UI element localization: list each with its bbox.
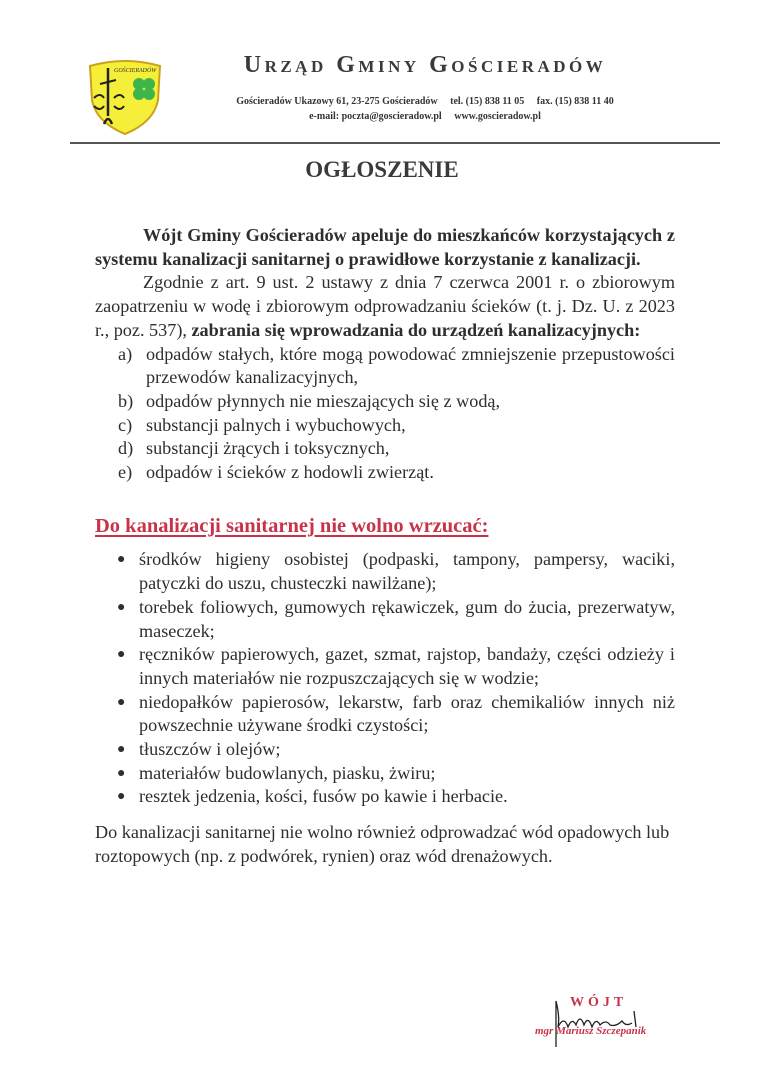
bullet-icon: ● [117, 765, 126, 781]
list-item [117, 596, 675, 643]
list-marker: a) [118, 343, 133, 364]
list-marker: e) [118, 462, 133, 483]
legal-text: Zgodnie z art. 9 ust. 2 ustawy z dnia 7 czerwca 2001 r. o zbiorowym zaopatrzeniu w wodę i zbiorowym odprowadzaniu ścieków (t. j. Dz. U. z 2023 r., poz. 537), [95, 272, 675, 340]
list-item [118, 390, 675, 414]
signature-name: mgr Mariusz Szczepanik [535, 1025, 647, 1037]
legal-paragraph [95, 271, 675, 342]
list-text: substancji żrących i toksycznych, [146, 438, 390, 459]
list-text: środków higieny osobistej (podpaski, tampony, pampersy, waciki, patyczki do uszu, chusteczki nawilżane); [139, 549, 675, 594]
bullet-icon: ● [117, 647, 126, 663]
address-line [200, 96, 650, 107]
signature-block [530, 995, 660, 1055]
closing-paragraph: Do kanalizacji sanitarnej nie wolno również odprowadzać wód opadowych lub roztopowych (np. z podwórek, rynien) oraz wód drenażowych. [95, 822, 670, 866]
signature-role: WÓJT [570, 995, 628, 1010]
list-text: odpadów i ścieków z hodowli zwierząt. [146, 462, 434, 483]
bullet-icon: ● [117, 552, 126, 568]
list-item [117, 548, 675, 595]
organization-name: Urząd Gminy Gościeradów [243, 52, 607, 78]
list-item [117, 762, 675, 786]
list-item [117, 738, 675, 762]
list-text: substancji palnych i wybuchowych, [146, 414, 406, 435]
intro-paragraph: Wójt Gminy Gościeradów apeluje do mieszkańców korzystających z systemu kanalizacji sanitarnej o prawidłowe korzystanie z kanalizacji. [95, 225, 675, 269]
fax-number: fax. (15) 838 11 40 [536, 96, 614, 107]
list-item [118, 437, 675, 461]
legal-bold-text: zabrania się wprowadzania do urządzeń kanalizacyjnych: [191, 319, 641, 340]
email-address[interactable]: e-mail: poczta@goscieradow.pl [309, 111, 442, 122]
header-divider [70, 142, 720, 144]
bullet-icon: ● [117, 599, 126, 615]
postal-address: Gościeradów Ukazowy 61, 23-275 Gościeradów [236, 96, 438, 107]
phone-number: tel. (15) 838 11 05 [450, 96, 525, 107]
handwritten-signature-icon [550, 997, 645, 1052]
document-body [95, 224, 675, 869]
list-item [118, 461, 675, 485]
list-item [117, 785, 675, 809]
list-marker: b) [118, 390, 134, 411]
list-text: tłuszczów i olejów; [139, 739, 281, 760]
document-title: OGŁOSZENIE [305, 157, 459, 182]
coat-of-arms-icon [84, 54, 166, 136]
list-text: odpadów płynnych nie mieszających się z wodą, [146, 390, 501, 411]
list-text: torebek foliowych, gumowych rękawiczek, gum do żucia, prezerwatyw, maseczek; [139, 596, 675, 641]
list-item [117, 643, 675, 690]
list-item [117, 691, 675, 738]
forbidden-items-list [95, 548, 675, 809]
bullet-icon: ● [117, 694, 126, 710]
list-text: odpadów stałych, które mogą powodować zmniejszenie przepustowości przewodów kanalizacyjnych, [146, 343, 675, 388]
warning-heading: Do kanalizacji sanitarnej nie wolno wrzucać: [95, 514, 489, 537]
prohibited-list [95, 343, 675, 485]
logo-text: GOŚCIERADÓW [114, 68, 157, 74]
list-item [118, 414, 675, 438]
list-marker: c) [118, 414, 133, 435]
list-marker: d) [118, 438, 134, 459]
list-text: ręczników papierowych, gazet, szmat, rajstop, bandaży, części odzieży i innych materiałów nie rozpuszczających się w wodzie; [139, 644, 675, 688]
website-link[interactable]: www.goscieradow.pl [454, 111, 541, 122]
bullet-icon: ● [117, 742, 126, 758]
list-text: materiałów budowlanych, piasku, żwiru; [139, 762, 436, 783]
list-text: niedopałków papierosów, lekarstw, farb oraz chemikaliów innych niż powszechnie używane środki czystości; [139, 691, 675, 736]
list-item [118, 343, 675, 390]
bullet-icon: ● [117, 789, 126, 805]
list-text: resztek jedzenia, kości, fusów po kawie i herbacie. [139, 786, 508, 807]
contact-line [200, 111, 650, 122]
